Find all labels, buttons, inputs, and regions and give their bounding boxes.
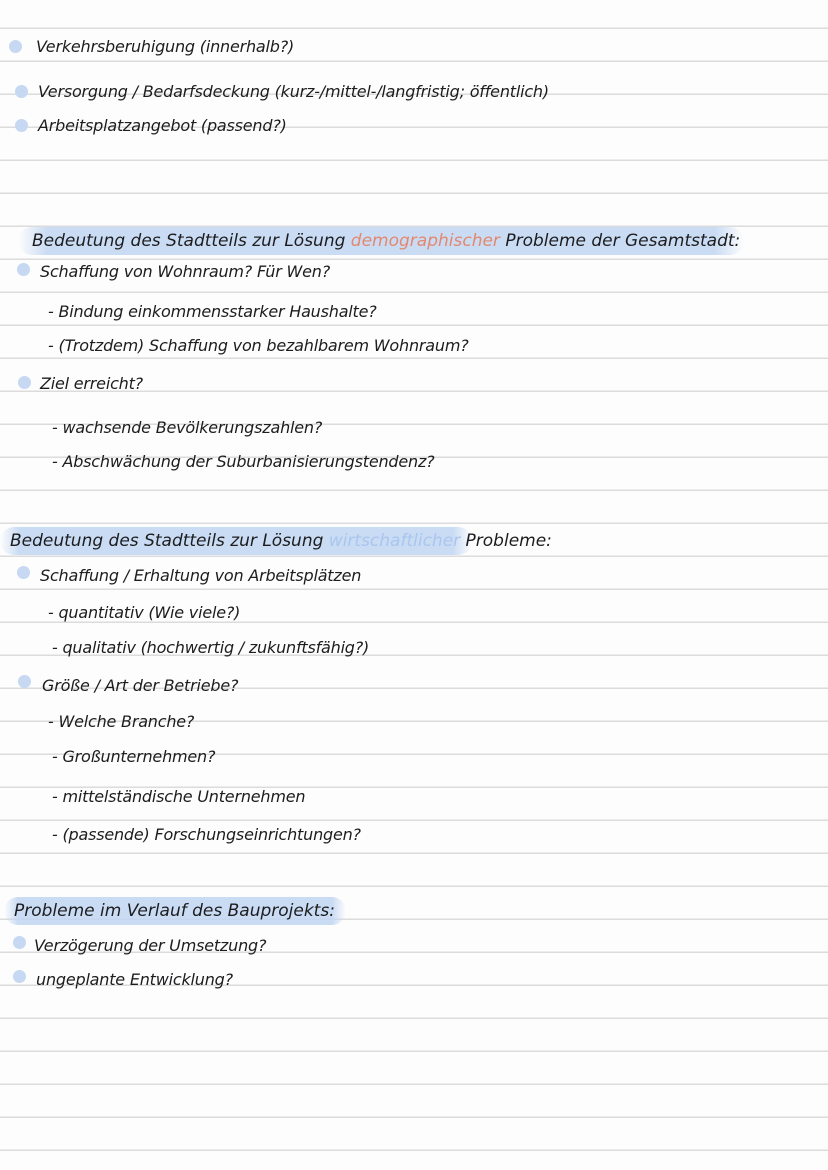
list-item: Größe / Art der Betriebe? xyxy=(42,676,239,695)
sub-list-item: - quantitativ (Wie viele?) xyxy=(48,603,241,622)
section-heading-economic xyxy=(0,527,552,555)
heading-text: Probleme im Verlauf des Bauprojekts: xyxy=(14,901,335,921)
bullet-dot xyxy=(17,566,30,579)
list-item: Ziel erreicht? xyxy=(40,374,143,393)
top-list-item: Arbeitsplatzangebot (passend?) xyxy=(38,116,287,135)
list-item: Schaffung von Wohnraum? Für Wen? xyxy=(40,262,331,281)
bullet-dot xyxy=(15,85,28,98)
section-heading-problems xyxy=(4,897,346,925)
sub-list-item: - Bindung einkommensstarker Haushalte? xyxy=(48,302,377,321)
sub-list-item: - (Trotzdem) Schaffung von bezahlbarem Wohnraum? xyxy=(48,336,469,355)
list-item: Schaffung / Erhaltung von Arbeitsplätzen xyxy=(40,566,362,585)
heading-text: Probleme der Gesamtstadt: xyxy=(499,231,741,251)
heading-text: Bedeutung des Stadtteils zur Lösung xyxy=(32,231,351,251)
top-list-item: Verkehrsberuhigung (innerhalb?) xyxy=(36,37,295,56)
bullet-dot xyxy=(13,970,26,983)
sub-list-item: - Großunternehmen? xyxy=(52,747,216,766)
sub-list-item: - Welche Branche? xyxy=(48,712,195,731)
heading-accent-word: demographischer xyxy=(350,231,500,251)
bullet-dot xyxy=(15,119,28,132)
heading-text: Probleme: xyxy=(460,531,552,551)
list-item: ungeplante Entwicklung? xyxy=(36,970,233,989)
top-list-item: Versorgung / Bedarfsdeckung (kurz-/mittel-/langfristig; öffentlich) xyxy=(38,82,549,101)
bullet-dot xyxy=(13,936,26,949)
list-item: Verzögerung der Umsetzung? xyxy=(34,936,267,955)
sub-list-item: - Abschwächung der Suburbanisierungstendenz? xyxy=(52,452,435,471)
section-heading-demographic xyxy=(18,227,744,255)
bullet-dot xyxy=(18,376,31,389)
heading-text: Bedeutung des Stadtteils zur Lösung xyxy=(10,531,329,551)
bullet-dot xyxy=(18,675,31,688)
bullet-dot xyxy=(17,263,30,276)
sub-list-item: - mittelständische Unternehmen xyxy=(52,787,306,806)
heading-accent-word: wirtschaftlicher xyxy=(328,531,461,551)
sub-list-item: - wachsende Bevölkerungszahlen? xyxy=(52,418,323,437)
bullet-dot xyxy=(9,40,22,53)
sub-list-item: - (passende) Forschungseinrichtungen? xyxy=(52,825,361,844)
sub-list-item: - qualitativ (hochwertig / zukunftsfähig?) xyxy=(52,638,370,657)
